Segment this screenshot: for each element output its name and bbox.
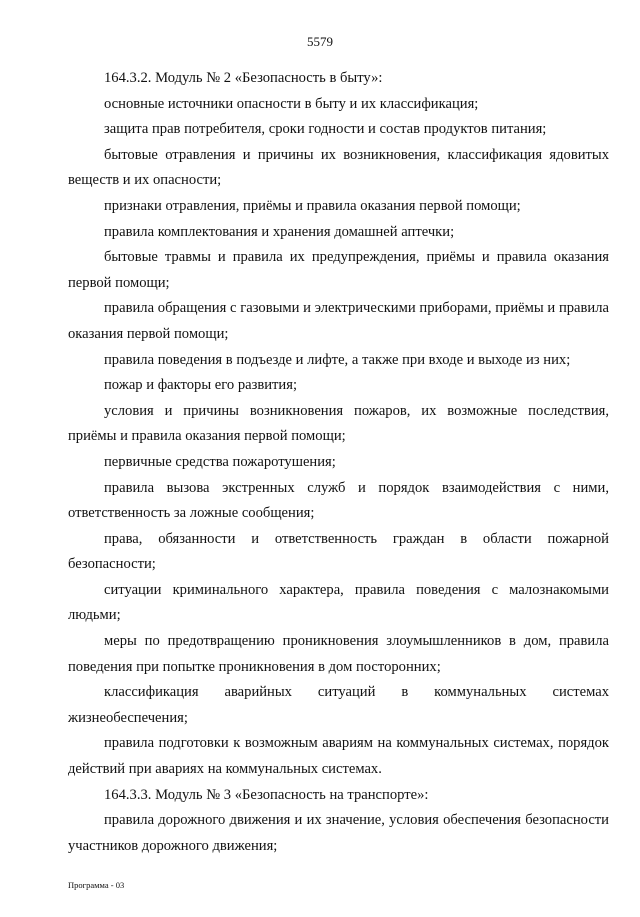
list-item: основные источники опасности в быту и их классификация;	[104, 95, 479, 112]
list-item: правила обращения с газовыми и электрическими приборами, приёмы и правила оказания первой помощи;	[68, 300, 609, 342]
list-item: классификация аварийных ситуаций в коммунальных системах жизнеобеспечения;	[68, 684, 609, 726]
list-item: правила комплектования и хранения домашней аптечки;	[104, 223, 455, 240]
list-item: правила поведения в подъезде и лифте, а также при входе и выходе из них;	[104, 351, 571, 368]
list-item: меры по предотвращению проникновения злоумышленников в дом, правила поведения при попытке проникновения в дом посторонних;	[68, 633, 609, 675]
list-item: правила вызова экстренных служб и порядок взаимодействия с ними, ответственность за ложные сообщения;	[68, 479, 609, 522]
list-item: признаки отравления, приёмы и правила оказания первой помощи;	[104, 197, 521, 214]
section-heading-module-2: 164.3.2. Модуль № 2 «Безопасность в быту»:	[104, 70, 383, 86]
section-heading-module-3: 164.3.3. Модуль № 3 «Безопасность на транспорте»:	[104, 786, 429, 803]
list-item: условия и причины возникновения пожаров, их возможные последствия, приёмы и правила оказания первой помощи;	[68, 402, 609, 445]
list-item: пожар и факторы его развития;	[104, 377, 298, 394]
list-item: правила дорожного движения и их значение, условия обеспечения безопасности участников дорожного движения;	[68, 812, 609, 854]
list-item: правила подготовки к возможным авариям на коммунальных системах, порядок действий при авариях на коммунальных системах.	[68, 735, 609, 778]
footer-label: Программа - 03	[68, 880, 125, 890]
list-item: первичные средства пожаротушения;	[104, 453, 336, 470]
list-item: бытовые отравления и причины их возникновения, классификация ядовитых веществ и их опасности;	[68, 146, 609, 189]
page-number: 5579	[307, 34, 333, 49]
document-body	[68, 66, 609, 859]
list-item: права, обязанности и ответственность граждан в области пожарной безопасности;	[68, 530, 609, 573]
list-item: ситуации криминального характера, правила поведения с малознакомыми людьми;	[68, 581, 609, 624]
list-item: защита прав потребителя, сроки годности и состав продуктов питания;	[104, 121, 547, 138]
list-item: бытовые травмы и правила их предупреждения, приёмы и правила оказания первой помощи;	[68, 249, 609, 291]
